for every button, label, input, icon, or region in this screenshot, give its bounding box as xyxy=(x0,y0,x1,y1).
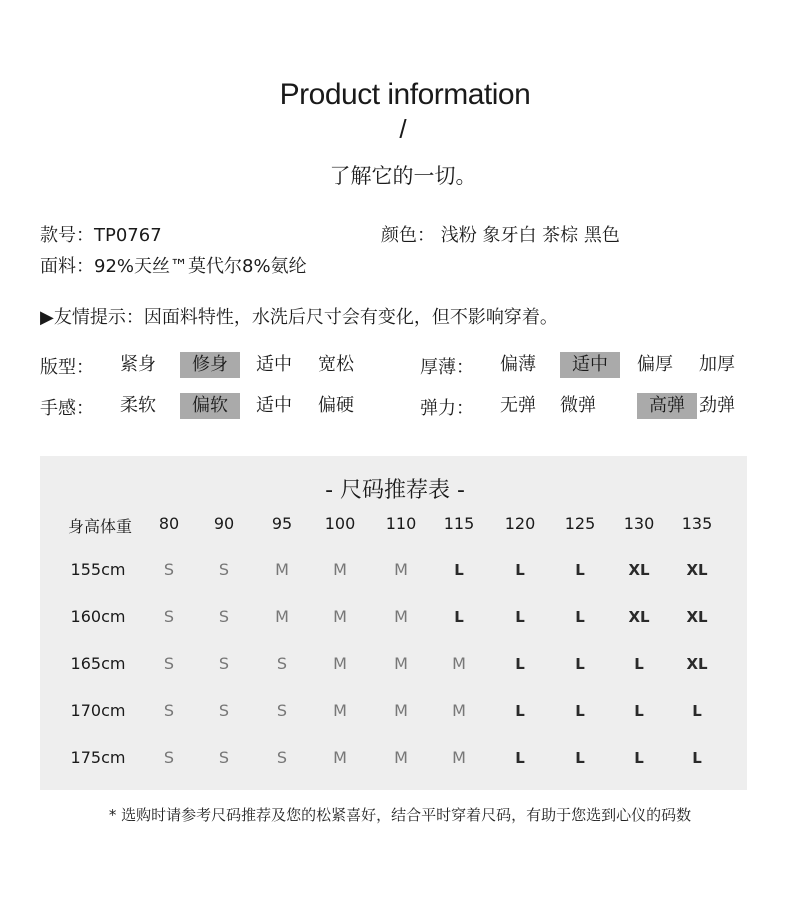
size-cell: L xyxy=(692,702,702,720)
size-cell: S xyxy=(218,701,230,720)
attribute-option: 适中 xyxy=(256,354,292,375)
attribute-label: 版型： xyxy=(40,357,94,378)
size-cell: S xyxy=(163,560,175,579)
size-cell: L xyxy=(454,561,464,579)
size-chart-corner-label: 身高体重 xyxy=(67,517,132,536)
size-cell: L xyxy=(634,749,644,767)
height-row-label: 170cm xyxy=(70,701,126,720)
care-notice: ▶友情提示：因面料特性，水洗后尺寸会有变化，但不影响穿着。 xyxy=(40,307,558,328)
attribute-option: 无弹 xyxy=(500,395,536,416)
size-cell: M xyxy=(333,701,347,720)
size-cell: L xyxy=(515,561,525,579)
size-cell: S xyxy=(218,654,230,673)
size-cell: S xyxy=(218,607,230,626)
size-cell: M xyxy=(394,748,408,767)
size-cell: M xyxy=(394,560,408,579)
size-cell: L xyxy=(692,749,702,767)
size-cell: L xyxy=(515,702,525,720)
size-cell: M xyxy=(275,560,289,579)
attribute-option-selected: 适中 xyxy=(560,352,620,378)
attribute-option: 紧身 xyxy=(120,354,156,375)
height-row-label: 175cm xyxy=(70,748,126,767)
size-cell: S xyxy=(276,701,288,720)
size-cell: M xyxy=(452,701,466,720)
size-cell: L xyxy=(575,702,585,720)
size-cell: S xyxy=(163,607,175,626)
size-cell: M xyxy=(275,607,289,626)
attribute-option: 微弹 xyxy=(560,395,596,416)
size-cell: S xyxy=(163,701,175,720)
size-cell: S xyxy=(163,654,175,673)
page-subtitle: 了解它的一切。 xyxy=(329,164,477,188)
size-cell: XL xyxy=(686,655,708,673)
size-chart-title: - 尺码推荐表 - xyxy=(325,478,465,503)
size-cell: XL xyxy=(686,561,708,579)
size-cell: XL xyxy=(628,561,650,579)
size-cell: XL xyxy=(686,608,708,626)
size-cell: S xyxy=(218,560,230,579)
weight-header: 80 xyxy=(158,514,180,533)
size-footnote: * 选购时请参考尺码推荐及您的松紧喜好，结合平时穿着尺码，有助于您选到心仪的码数 xyxy=(108,806,692,824)
weight-header: 100 xyxy=(324,514,356,533)
attribute-option: 加厚 xyxy=(699,354,735,375)
attribute-option: 偏厚 xyxy=(637,354,673,375)
color-options: 颜色： 浅粉 象牙白 茶棕 黑色 xyxy=(381,225,620,246)
size-cell: L xyxy=(634,655,644,673)
size-cell: M xyxy=(333,654,347,673)
size-cell: S xyxy=(276,748,288,767)
size-cell: M xyxy=(394,654,408,673)
attribute-label: 弹力： xyxy=(420,398,474,419)
size-cell: M xyxy=(333,607,347,626)
fabric-composition: 面料：92%天丝™莫代尔8%氨纶 xyxy=(40,256,307,277)
height-row-label: 160cm xyxy=(70,607,126,626)
attribute-label: 手感： xyxy=(40,398,94,419)
size-cell: L xyxy=(575,608,585,626)
weight-header: 125 xyxy=(564,514,596,533)
size-cell: L xyxy=(575,655,585,673)
weight-header: 130 xyxy=(623,514,655,533)
weight-header: 115 xyxy=(443,514,475,533)
size-cell: M xyxy=(452,748,466,767)
attribute-option-selected: 高弹 xyxy=(637,393,697,419)
attribute-option: 宽松 xyxy=(318,354,354,375)
size-cell: M xyxy=(394,701,408,720)
attribute-option-selected: 修身 xyxy=(180,352,240,378)
attribute-option: 柔软 xyxy=(120,395,156,416)
height-row-label: 155cm xyxy=(70,560,126,579)
size-cell: L xyxy=(515,749,525,767)
size-cell: L xyxy=(454,608,464,626)
page-title: Product information xyxy=(279,78,531,111)
attribute-option: 偏薄 xyxy=(500,354,536,375)
weight-header: 120 xyxy=(504,514,536,533)
weight-header: 135 xyxy=(681,514,713,533)
weight-header: 90 xyxy=(213,514,235,533)
attribute-option: 劲弹 xyxy=(699,395,735,416)
size-cell: XL xyxy=(628,608,650,626)
size-cell: M xyxy=(333,560,347,579)
size-cell: M xyxy=(333,748,347,767)
weight-header: 110 xyxy=(385,514,417,533)
attribute-label: 厚薄： xyxy=(420,357,474,378)
height-row-label: 165cm xyxy=(70,654,126,673)
size-cell: L xyxy=(515,655,525,673)
size-cell: L xyxy=(575,749,585,767)
weight-header: 95 xyxy=(271,514,293,533)
size-cell: M xyxy=(394,607,408,626)
size-cell: S xyxy=(218,748,230,767)
attribute-option: 偏硬 xyxy=(318,395,354,416)
size-cell: S xyxy=(276,654,288,673)
size-cell: L xyxy=(515,608,525,626)
size-cell: L xyxy=(575,561,585,579)
size-cell: S xyxy=(163,748,175,767)
attribute-option: 适中 xyxy=(256,395,292,416)
size-cell: M xyxy=(452,654,466,673)
title-divider-slash: / xyxy=(399,114,407,144)
attribute-option-selected: 偏软 xyxy=(180,393,240,419)
style-number: 款号：TP0767 xyxy=(40,225,162,246)
size-cell: L xyxy=(634,702,644,720)
